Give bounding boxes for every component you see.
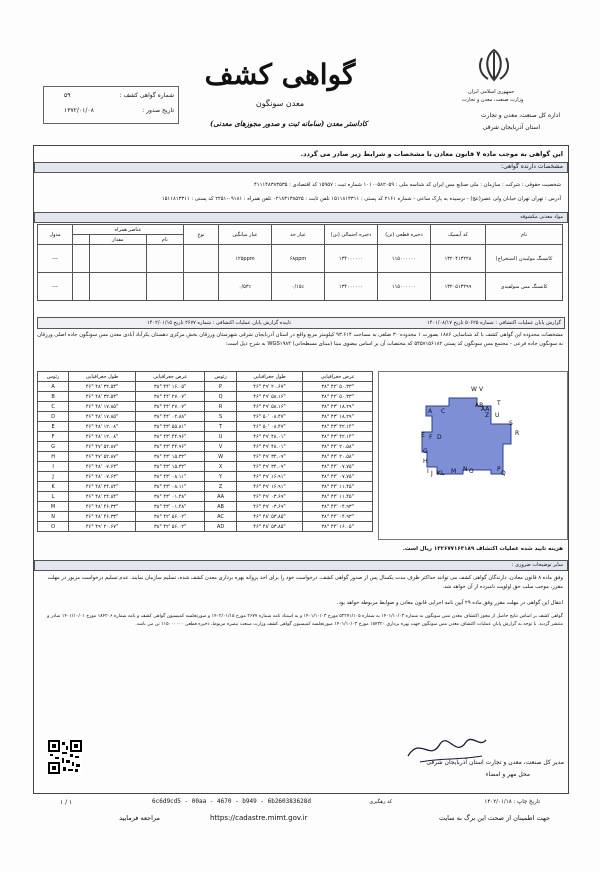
cell-ename <box>146 273 183 301</box>
lon-left: ۴۶° ۴۸' ۴۶.۳۳" <box>69 512 136 522</box>
lat-right: ۳۸° ۴۴' ۱۶.۰۵" <box>303 522 373 532</box>
lon-left: ۴۶° ۴۷' ۵۲.۸۷" <box>69 442 136 452</box>
lon-left: ۴۶° ۴۸' ۲۴.۸۴" <box>69 482 136 492</box>
lon-right: ۴۶° ۴۹' ۰۳.۶۹" <box>236 502 303 512</box>
tracking-label: کد رهگیری <box>369 799 392 805</box>
qr-code <box>48 740 82 774</box>
col-certain: ذخیره قطعی (تن) <box>378 225 431 245</box>
lat-right: ۳۸° ۴۳' ۴۲.۱۴" <box>303 432 373 442</box>
lat-left: ۳۸° ۴۳' ۴۴.۹۶" <box>135 432 205 442</box>
tracking-code: 6c6d9cd5 - 00aa - 4670 - b949 - 6b260383628d <box>152 798 311 805</box>
coord-row <box>38 442 373 452</box>
lat-left: ۳۸° ۴۴' ۲۷.۰۷" <box>135 392 205 402</box>
map-vertex-label: Z <box>485 412 490 419</box>
report-row <box>37 317 565 329</box>
cell-certain: ۱۱۵۰۰۰۰۰۰ <box>378 273 431 301</box>
cell-cutoff: ۶۸ppm <box>272 245 325 273</box>
intro-line: این گواهی به موجب ماده ۷ قانون معادن با مشخصات و شرایط زیر صادر می گردد. <box>300 150 563 158</box>
vertex-right: R <box>205 402 236 412</box>
vertex-right: AD <box>205 522 236 532</box>
col-el-module <box>73 235 90 245</box>
vertex-right: AC <box>205 512 236 522</box>
lon-left: ۴۶° ۴۸' ۰۷.۶۳" <box>69 472 136 482</box>
coord-row <box>38 472 373 482</box>
coord-head: رئوس <box>205 372 236 382</box>
lat-left: ۳۸° ۴۳' ۰۸.۱۱" <box>135 482 205 492</box>
page-title: گواهی کشف <box>204 58 356 91</box>
cert-no-label: شماره گواهی کشف : <box>119 92 174 99</box>
minerals-section-title: مواد معدنی مکشوفه <box>34 212 568 223</box>
cell-module: --- <box>38 245 73 273</box>
vertex-left: E <box>38 422 69 432</box>
lon-right: ۴۶° ۴۹' ۳۴.۰۹" <box>236 452 303 462</box>
lat-right: ۳۸° ۴۳' ۴۲.۱۴" <box>303 422 373 432</box>
page-number: ۱ / ۱ <box>60 799 73 806</box>
lon-right: ۴۶° ۴۹' ۵۸.۱۶" <box>236 392 303 402</box>
lat-right: ۳۸° ۴۴' ۰۷.۷۵" <box>303 472 373 482</box>
map-vertex-label: W <box>471 386 477 393</box>
coords-table <box>37 371 373 532</box>
coord-head: رئوس <box>38 372 69 382</box>
vertex-left: J <box>38 472 69 482</box>
vertex-right: X <box>205 462 236 472</box>
cell-probable: ۱۳۴۰۰۰۰۰۰ <box>325 245 378 273</box>
map-vertex-label: J <box>431 470 433 477</box>
col-type: نوع <box>184 225 219 245</box>
vertex-right: U <box>205 432 236 442</box>
lat-left: ۳۸° ۴۳' ۱۵.۳۲" <box>135 452 205 462</box>
coord-row <box>38 392 373 402</box>
cell-ename <box>146 245 183 273</box>
cell-type <box>184 245 219 273</box>
cell-code: ۱۳۲۰۵۱۳۲۹۹ <box>431 273 486 301</box>
vertex-right: S <box>205 412 236 422</box>
lat-left: ۳۸° ۴۲' ۵۶.۰۲" <box>135 512 205 522</box>
lat-right: ۳۸° ۴۴' ۱۱.۴۵" <box>303 482 373 492</box>
issue-date-value: ۱۳۷۲/۰۱/۰۸ <box>64 107 94 114</box>
lon-right: ۴۶° ۴۹' ۳۴.۰۹" <box>236 462 303 472</box>
lon-right: ۴۶° ۴۹' ۵۸.۱۶" <box>236 402 303 412</box>
lon-right: ۴۶° ۴۹' ۱۶.۹۱" <box>236 472 303 482</box>
map-vertex-label: I <box>427 468 429 475</box>
vertex-left: K <box>38 482 69 492</box>
notes-p1: وفق ماده ۸ قانون معادن، دارندگان گواهی کشف می توانند حداکثر ظرف مدت یکسال پس از صدور گواهی کشف، درخواست خود را برای اخذ پروانه بهره برداری معدن کشف شده، تسلیم سازمان نمایند. عدم تسلیم درخواست مزبور در مهلت مقرر، موجب سلب حق اولویت نامبرده از آن خواهد شد. <box>47 575 563 590</box>
vertex-right: W <box>205 452 236 462</box>
lat-left: ۳۸° ۴۴' ۱۶.۰۵" <box>135 382 205 392</box>
lon-right: ۴۶° ۵۰' ۰۸.۴۷" <box>236 412 303 422</box>
map-vertex-label: E <box>421 432 425 439</box>
office-line: اداره کل صنعت، معدن و تجارت <box>480 112 560 119</box>
lat-right: ۳۸° ۴۴' ۲۰.۵۸" <box>303 442 373 452</box>
lat-left: ۳۸° ۴۳' ۵۵.۸۱" <box>135 422 205 432</box>
cell-module: --- <box>38 273 73 301</box>
signature-text: کاداستر معدن (سامانه ثبت و صدور مجوزهای معدنی) <box>210 119 368 128</box>
vertex-right: AB <box>205 502 236 512</box>
area-polygon <box>422 398 511 474</box>
coord-row <box>38 522 373 532</box>
lon-left: ۴۶° ۴۹' ۲۰.۶۷" <box>69 522 136 532</box>
lat-right: ۳۸° ۴۴' ۱۱.۴۵" <box>303 492 373 502</box>
vertex-left: B <box>38 392 69 402</box>
col-cutoff: عیار حد <box>272 225 325 245</box>
vertex-right: V <box>205 442 236 452</box>
map-vertex-label: V <box>479 386 484 393</box>
lon-left: ۴۶° ۴۸' ۱۲.۰۸" <box>69 432 136 442</box>
cell-code: ۱۳۲۰۴۱۳۲۲۸ <box>431 245 486 273</box>
lon-right: ۴۶° ۴۸' ۵۳.۸۵" <box>236 512 303 522</box>
coord-row <box>38 432 373 442</box>
lat-right: ۳۸° ۴۲' ۵۰.۳۳" <box>303 392 373 402</box>
cost-line: هزینه تایید شده عملیات اکتشاف ۱۳۲۶۷۷۱۶۳۱۸۹ ریال است. <box>402 546 563 552</box>
notes-p3: گواهی کشف بر اساس نتایج حاصل از مجوز اکتشاف معدن مس سونگون به شماره ۱۴۰۱/۱۰/۰۳ به شماره ۵۲۲۷۱/۱۰۵ مورخ ۱۴۰۱/۱۰/۰۳ و به استناد نامه شماره ۲۶۷۷ مورخ ۱۴۰۲/۰۱/۱۵ و صورتجلسه کمیسیون گواهی کشف و نامه شماره ۱۸۴۲۰۶ مورخ ۱۴۰۱/۱۰/۰۱ صادر و منتشر گردید. با توجه به گزارش پایان عملیات اکتشاف معدن مس سونگون جهت بهره برداری ۱۸۴۳۲۰ مورخ ۱۴۰۱/۱۰/۰۳ صورتجلسه کمیسیون گواهی کشف وزارت صنعت تبصره مربوط، ذخیره قطعی ۱۱۵۰۰۰۰۰۰ تن می باشد. <box>47 614 563 627</box>
vertex-right: Q <box>205 392 236 402</box>
coord-row <box>38 482 373 492</box>
holder-line1: شخصیت حقوقی : شرکت : سازمان : ملی صنایع مس ایران کد شناسه ملی : ۱۰۱۰۰۵۸۲۰۵۹ شماره ثبت : ۱۵۹۵۷ کد اقتصادی : ۴۱۱۱۴۸۳۸۳۵۳۵ <box>254 182 561 188</box>
map-vertex-label: T <box>497 400 501 407</box>
ministry-line1: جمهوری اسلامی ایران <box>468 89 515 95</box>
cell-name: کانسنگ مولیبدن (استخراج) <box>486 245 563 273</box>
lon-left: ۴۶° ۴۸' ۰۷.۶۳" <box>69 462 136 472</box>
lat-left: ۳۸° ۴۳' ۴۴.۹۶" <box>135 442 205 452</box>
coord-head: عرض جغرافیایی <box>135 372 205 382</box>
lat-left: ۳۸° ۴۳' ۰۸.۱۱" <box>135 472 205 482</box>
col-module: مدول <box>38 225 73 245</box>
lon-left: ۴۶° ۴۸' ۳۲.۵۳" <box>69 392 136 402</box>
cert-meta-box <box>43 86 179 124</box>
lat-right: ۳۸° ۴۳' ۱۸.۲۹" <box>303 402 373 412</box>
lat-right: ۳۸° ۴۴' ۰۴.۹۳" <box>303 512 373 522</box>
lat-right: ۳۸° ۴۲' ۵۰.۳۳" <box>303 382 373 392</box>
map-vertex-label: AB <box>475 402 484 409</box>
signer-title: مدیر کل صنعت، معدن و تجارت استان آذربایجان شرقی <box>426 759 564 766</box>
iran-emblem <box>472 46 516 86</box>
coord-row <box>38 382 373 392</box>
verify-line: جهت اطمینان از صحت این برگ به سایت <box>438 814 550 822</box>
map-vertex-label: L <box>441 470 445 477</box>
vertex-left: A <box>38 382 69 392</box>
lon-left: ۴۶° ۴۸' ۱۷.۸۵" <box>69 402 136 412</box>
map-vertex-label: O <box>469 468 474 475</box>
vertex-left: M <box>38 502 69 512</box>
vertex-left: F <box>38 432 69 442</box>
vertex-right: T <box>205 422 236 432</box>
area-map <box>378 371 568 540</box>
lon-right: ۴۶° ۵۰' ۰۸.۴۷" <box>236 422 303 432</box>
lon-left: ۴۶° ۴۷' ۵۲.۸۷" <box>69 452 136 462</box>
cell-amount <box>90 273 147 301</box>
map-vertex-label: Q <box>501 470 506 477</box>
province-line: استان آذربایجان شرقی <box>482 124 540 131</box>
col-name: نام <box>486 225 563 245</box>
map-vertex-label: N <box>463 466 468 473</box>
lon-right: ۴۶° ۴۹' ۲۰.۶۷" <box>236 382 303 392</box>
visit-line: مراجعه فرمایید <box>119 814 160 822</box>
col-probable: ذخیره احتمالی (تن) <box>325 225 378 245</box>
coord-row <box>38 422 373 432</box>
lon-right: ۴۶° ۴۹' ۴۸.۰۱" <box>236 432 303 442</box>
lon-left: ۴۶° ۴۸' ۱۷.۸۵" <box>69 412 136 422</box>
lat-right: ۳۸° ۴۴' ۰۷.۷۵" <box>303 462 373 472</box>
area-description: مشخصات محدوده این گواهی کشف با کد شناسایی ۱۸۸۶ بصورت ۱ محدوده ۳۰ ضلعی به مساحت ۹۳.۶۱۴ کیلومتر مربع واقع در استان آذربایجان شرقی شهرستان ورزقان بخش مرکزی دهستان یکرآباد آبادی معدن مس سونگون جاده اصلی ورزقان به سونگون جاده فرعی - مجتمع مس سونگون کد پستی ۵۴۵۷۱۵۶۱۸۲ که مختصات آن بر اساس بیضوی مبنا (مبنای مسطحاتی) WGS۱۹۸۴ به شرح ذیل است: <box>37 332 563 347</box>
coord-row <box>38 512 373 522</box>
map-vertex-label: AA <box>481 406 490 413</box>
verify-url[interactable]: https://cadastre.mimt.gov.ir <box>210 814 308 822</box>
col-el-amount: مقدار <box>90 235 147 245</box>
lon-right: ۴۶° ۴۹' ۱۶.۹۱" <box>236 482 303 492</box>
cert-no-value: ۵۹ <box>64 92 71 99</box>
map-vertex-label: D <box>437 434 442 441</box>
lat-right: ۳۸° ۴۴' ۲۰.۵۸" <box>303 452 373 462</box>
lat-right: ۳۸° ۴۳' ۱۸.۲۹" <box>303 412 373 422</box>
cell-probable: ۱۳۴۰۰۰۰۰۰ <box>325 273 378 301</box>
lat-left: ۳۸° ۴۴' ۰۲.۸۸" <box>135 412 205 422</box>
holder-line2: آدرس : تهران تهران خیابان ولی عصر(عج) - نرسیده به پارک ساعی - شماره ۲۱۶۱ کد پستی : ۱۵۱۱۸۱۳۳۱۱ تلفن ثابت : ۰۲۱۸۳۱۳۸۵۲۵ تلفن همراه : ۰۹۱۸۱-۲۲۵۱ کد پستی : ۱۵۱۱۸۱۳۳۱۱ <box>161 196 561 202</box>
notes-p2: انتقال این گواهی در مهلت مقرر وفق ماده ۲۹ آیین نامه اجرایی قانون معادن و ضوابط مربوطه خواهد بود. <box>336 600 563 606</box>
lat-left: ۳۸° ۴۲' ۵۶.۰۲" <box>135 522 205 532</box>
lat-left: ۳۸° ۴۳' ۱۵.۳۲" <box>135 462 205 472</box>
vertex-left: H <box>38 452 69 462</box>
table-row <box>38 245 563 273</box>
coord-row <box>38 462 373 472</box>
lon-left: ۴۶° ۴۸' ۳۲.۵۳" <box>69 382 136 392</box>
print-date: تاریخ چاپ : ۱۴۰۲/۰۱/۱۸ <box>484 799 540 805</box>
table-row <box>38 273 563 301</box>
lon-right: ۴۶° ۴۹' ۰۳.۶۹" <box>236 492 303 502</box>
col-avg: عیار میانگین <box>219 225 272 245</box>
cell-certain: ۱۱۵۰۰۰۰۰۰ <box>378 245 431 273</box>
vertex-right: P <box>205 382 236 392</box>
vertex-right: Y <box>205 472 236 482</box>
notes-section-title: سایر توضیحات ضروری : <box>34 560 568 571</box>
coords-body <box>38 382 373 532</box>
issue-date-label: تاریخ صدور : <box>142 107 174 114</box>
cell-avg: ۰/۵۳٪ <box>219 273 272 301</box>
coord-row <box>38 502 373 512</box>
lat-left: ۳۸° ۴۳' ۰۱.۴۸" <box>135 502 205 512</box>
coord-row <box>38 492 373 502</box>
cell-name: کانسنگ مس سولفیدی <box>486 273 563 301</box>
map-vertex-label: H <box>423 458 428 465</box>
lat-right: ۳۸° ۴۴' ۰۴.۹۳" <box>303 502 373 512</box>
vertex-left: D <box>38 412 69 422</box>
lon-left: ۴۶° ۴۸' ۱۲.۰۸" <box>69 422 136 432</box>
map-vertex-label: P <box>497 466 501 473</box>
map-vertex-label: S <box>509 420 513 427</box>
lon-right: ۴۶° ۴۹' ۴۸.۰۱" <box>236 442 303 452</box>
col-elements: عناصر همراه <box>73 225 184 235</box>
lon-left: ۴۶° ۴۸' ۲۴.۸۴" <box>69 492 136 502</box>
map-vertex-label: K <box>437 470 441 477</box>
vertex-left: I <box>38 462 69 472</box>
coord-head: طول جغرافیایی <box>236 372 303 382</box>
signer-stamp-label: محل مهر و امضاء <box>485 771 530 778</box>
cell-blank <box>73 245 90 273</box>
vertex-right: AA <box>205 492 236 502</box>
map-vertex-label: C <box>441 408 446 415</box>
cell-blank <box>73 273 90 301</box>
coord-head: طول جغرافیایی <box>69 372 136 382</box>
col-isic: کد آیسیک <box>431 225 486 245</box>
map-vertex-label: R <box>515 430 520 437</box>
cell-type <box>184 273 219 301</box>
cell-amount <box>90 245 147 273</box>
coord-head: عرض جغرافیایی <box>303 372 373 382</box>
map-vertex-label: U <box>495 412 500 419</box>
holder-section-title: مشخصات دارنده گواهی: <box>34 162 568 173</box>
map-vertex-label: M <box>451 468 457 475</box>
lat-left: ۳۸° ۴۳' ۰۱.۴۸" <box>135 492 205 502</box>
minerals-table <box>37 224 563 301</box>
handwritten-signature <box>400 728 490 768</box>
coord-row <box>38 452 373 462</box>
mine-name: معدن سونگون <box>255 99 305 108</box>
vertex-left: L <box>38 492 69 502</box>
lon-right: ۴۶° ۴۸' ۵۳.۸۵" <box>236 522 303 532</box>
lon-left: ۴۶° ۴۸' ۴۶.۳۳" <box>69 502 136 512</box>
ministry-line2: وزارت صنعت، معدن و تجارت <box>462 97 524 103</box>
coord-row <box>38 402 373 412</box>
vertex-left: C <box>38 402 69 412</box>
coord-row <box>38 412 373 422</box>
col-el-name: نام <box>146 235 183 245</box>
report-left: تاییده گزارش پایان عملیات اکتشافی : شماره ۲۶۷۷ تاریخ ۱۴۰۲/۰۱/۱۵ <box>147 320 291 326</box>
map-vertex-label: A <box>428 408 433 415</box>
vertex-right: Z <box>205 482 236 492</box>
vertex-left: G <box>38 442 69 452</box>
report-right: گزارش پایان عملیات اکتشافی : شماره ۵۰۶۲۵ تاریخ ۱۴۰۱/۰۸/۱۷ <box>427 320 561 326</box>
vertex-left: O <box>38 522 69 532</box>
map-vertex-label: F <box>429 434 433 441</box>
vertex-left: N <box>38 512 69 522</box>
cell-cutoff: ۰/۱۵٪ <box>272 273 325 301</box>
map-vertex-label: G <box>423 448 428 455</box>
lat-left: ۳۸° ۴۴' ۲۷.۰۷" <box>135 402 205 412</box>
cell-avg: ۱۲۵ppm <box>219 245 272 273</box>
